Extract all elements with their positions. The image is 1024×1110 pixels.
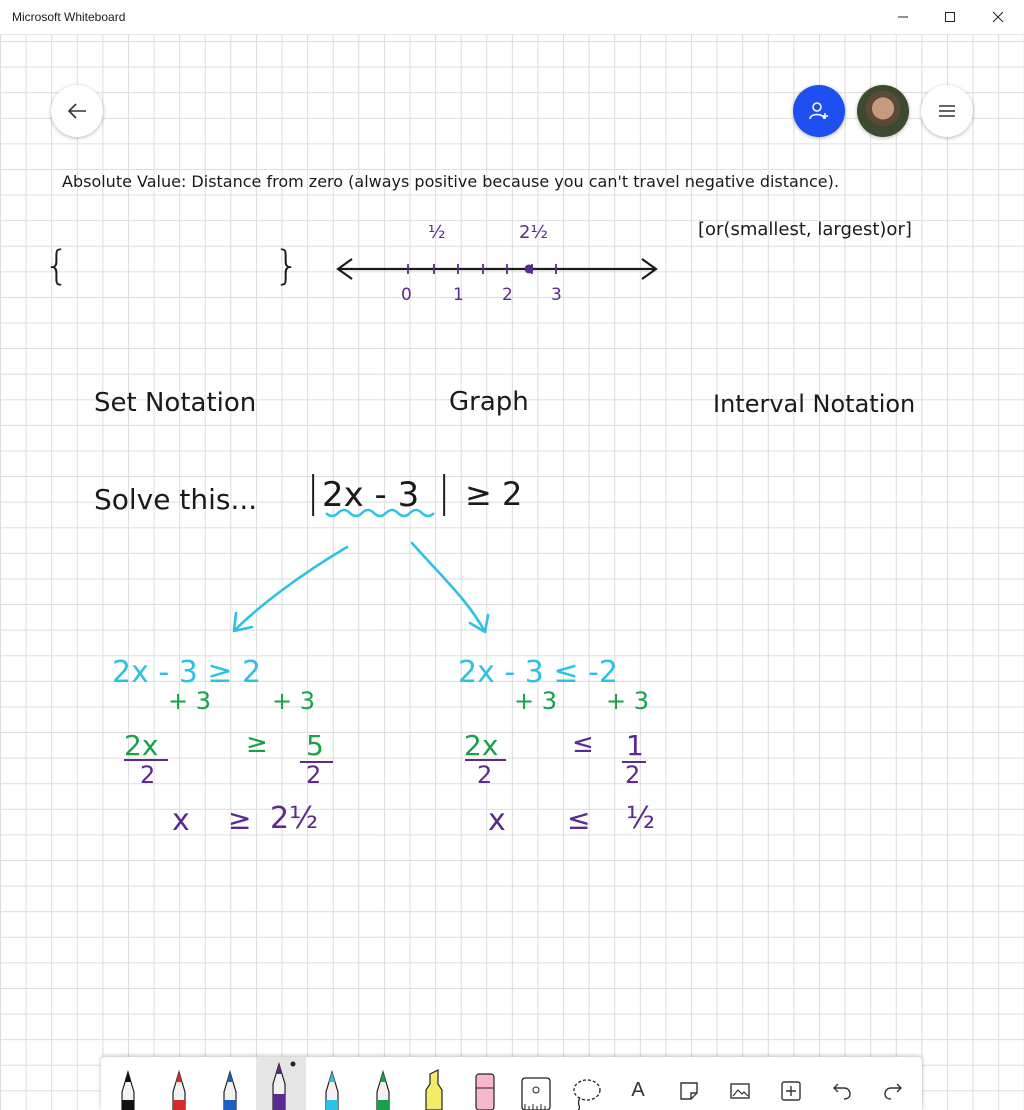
tick-label-0: 0 <box>401 285 412 305</box>
equation-relation: ≥ 2 <box>465 475 523 513</box>
maximize-icon <box>944 11 956 23</box>
highlighter-tool[interactable] <box>409 1057 459 1110</box>
close-button[interactable] <box>975 0 1021 34</box>
lasso-icon <box>570 1066 604 1110</box>
title-bar <box>0 0 1024 35</box>
green-pen-tool[interactable] <box>358 1057 408 1110</box>
left-plus3-b: + 3 <box>272 687 316 715</box>
left-frac-num: 2x <box>124 729 159 762</box>
right-plus3-b: + 3 <box>606 687 650 715</box>
equation-expression: 2x - 3 <box>322 475 420 515</box>
lasso-tool[interactable] <box>562 1057 612 1110</box>
blue-pen-icon <box>218 1066 242 1110</box>
red-pen-icon <box>167 1066 191 1110</box>
redo-button[interactable] <box>868 1057 918 1110</box>
tick-label-1: 1 <box>453 285 464 305</box>
ruler-icon <box>519 1066 553 1110</box>
image-tool[interactable] <box>715 1057 765 1110</box>
purple-pen-icon <box>266 1060 296 1110</box>
right-frac-den: 2 <box>477 761 493 789</box>
abs-bar-left: | <box>306 467 321 516</box>
purple-pen-tool[interactable] <box>256 1057 306 1110</box>
black-pen-icon <box>116 1066 140 1110</box>
heading-interval-notation: Interval Notation <box>713 390 916 418</box>
right-result-val: ½ <box>626 801 656 836</box>
green-pen-icon <box>371 1066 395 1110</box>
left-result-rel: ≥ <box>228 803 252 836</box>
left-result-val: 2½ <box>270 801 319 836</box>
wavy-underline <box>326 510 434 516</box>
undo-button[interactable] <box>817 1057 867 1110</box>
left-rhs-den: 2 <box>306 761 322 789</box>
blue-pen-tool[interactable] <box>205 1057 255 1110</box>
left-frac-den: 2 <box>140 761 156 789</box>
ink-strokes <box>0 35 1024 1110</box>
cyan-pen-tool[interactable] <box>307 1057 357 1110</box>
right-relation: ≤ <box>572 729 594 759</box>
undo-icon <box>831 1080 853 1102</box>
sticky-note-tool[interactable] <box>664 1057 714 1110</box>
insert-icon <box>780 1080 802 1102</box>
right-frac-num: 2x <box>464 729 499 762</box>
ink-toolbar <box>101 1057 922 1110</box>
arrow-right <box>412 543 488 632</box>
red-pen-tool[interactable] <box>154 1057 204 1110</box>
cyan-pen-icon <box>320 1066 344 1110</box>
text-icon: A <box>631 1079 645 1101</box>
left-plus3-a: + 3 <box>168 687 212 715</box>
left-relation: ≥ <box>246 729 268 759</box>
black-pen-tool[interactable] <box>103 1057 153 1110</box>
right-result-rel: ≤ <box>567 803 591 836</box>
tick-label-two-half: 2½ <box>519 222 548 243</box>
abs-bar-right: | <box>437 467 452 516</box>
solve-prompt: Solve this... <box>94 483 258 516</box>
ruler-tool[interactable] <box>511 1057 561 1110</box>
right-case-line1: 2x - 3 ≤ -2 <box>458 655 618 690</box>
redo-icon <box>882 1080 904 1102</box>
left-case-line1: 2x - 3 ≥ 2 <box>112 655 262 690</box>
tick-label-2: 2 <box>502 285 513 305</box>
heading-graph: Graph <box>449 387 529 417</box>
maximize-button[interactable] <box>927 0 973 34</box>
close-icon <box>992 11 1004 23</box>
heading-set-notation: Set Notation <box>94 388 257 418</box>
whiteboard-canvas[interactable] <box>0 35 1024 1110</box>
minimize-icon <box>897 11 909 23</box>
eraser-tool[interactable] <box>460 1057 510 1110</box>
sticky-note-icon <box>678 1080 700 1102</box>
left-result-var: x <box>172 803 190 838</box>
left-rhs-num: 5 <box>306 729 324 762</box>
interval-hint: [or(smallest, largest)or] <box>698 219 912 240</box>
right-rhs-den: 2 <box>625 761 641 789</box>
arrow-left <box>234 547 347 631</box>
tick-label-half: ½ <box>428 222 446 243</box>
definition-text: Absolute Value: Distance from zero (always positive because you can't travel negative distance). <box>62 172 839 191</box>
set-brace-close: } <box>274 243 300 289</box>
insert-tool[interactable] <box>766 1057 816 1110</box>
app-title: Microsoft Whiteboard <box>12 10 126 24</box>
right-plus3-a: + 3 <box>514 687 558 715</box>
set-brace-open: { <box>44 243 70 289</box>
text-tool[interactable] <box>613 1057 663 1110</box>
right-result-var: x <box>488 803 506 838</box>
image-icon <box>729 1080 751 1102</box>
tick-label-3: 3 <box>551 285 562 305</box>
right-rhs-num: 1 <box>626 729 644 762</box>
highlighter-icon <box>421 1066 447 1110</box>
minimize-button[interactable] <box>880 0 926 34</box>
eraser-icon <box>472 1066 498 1110</box>
